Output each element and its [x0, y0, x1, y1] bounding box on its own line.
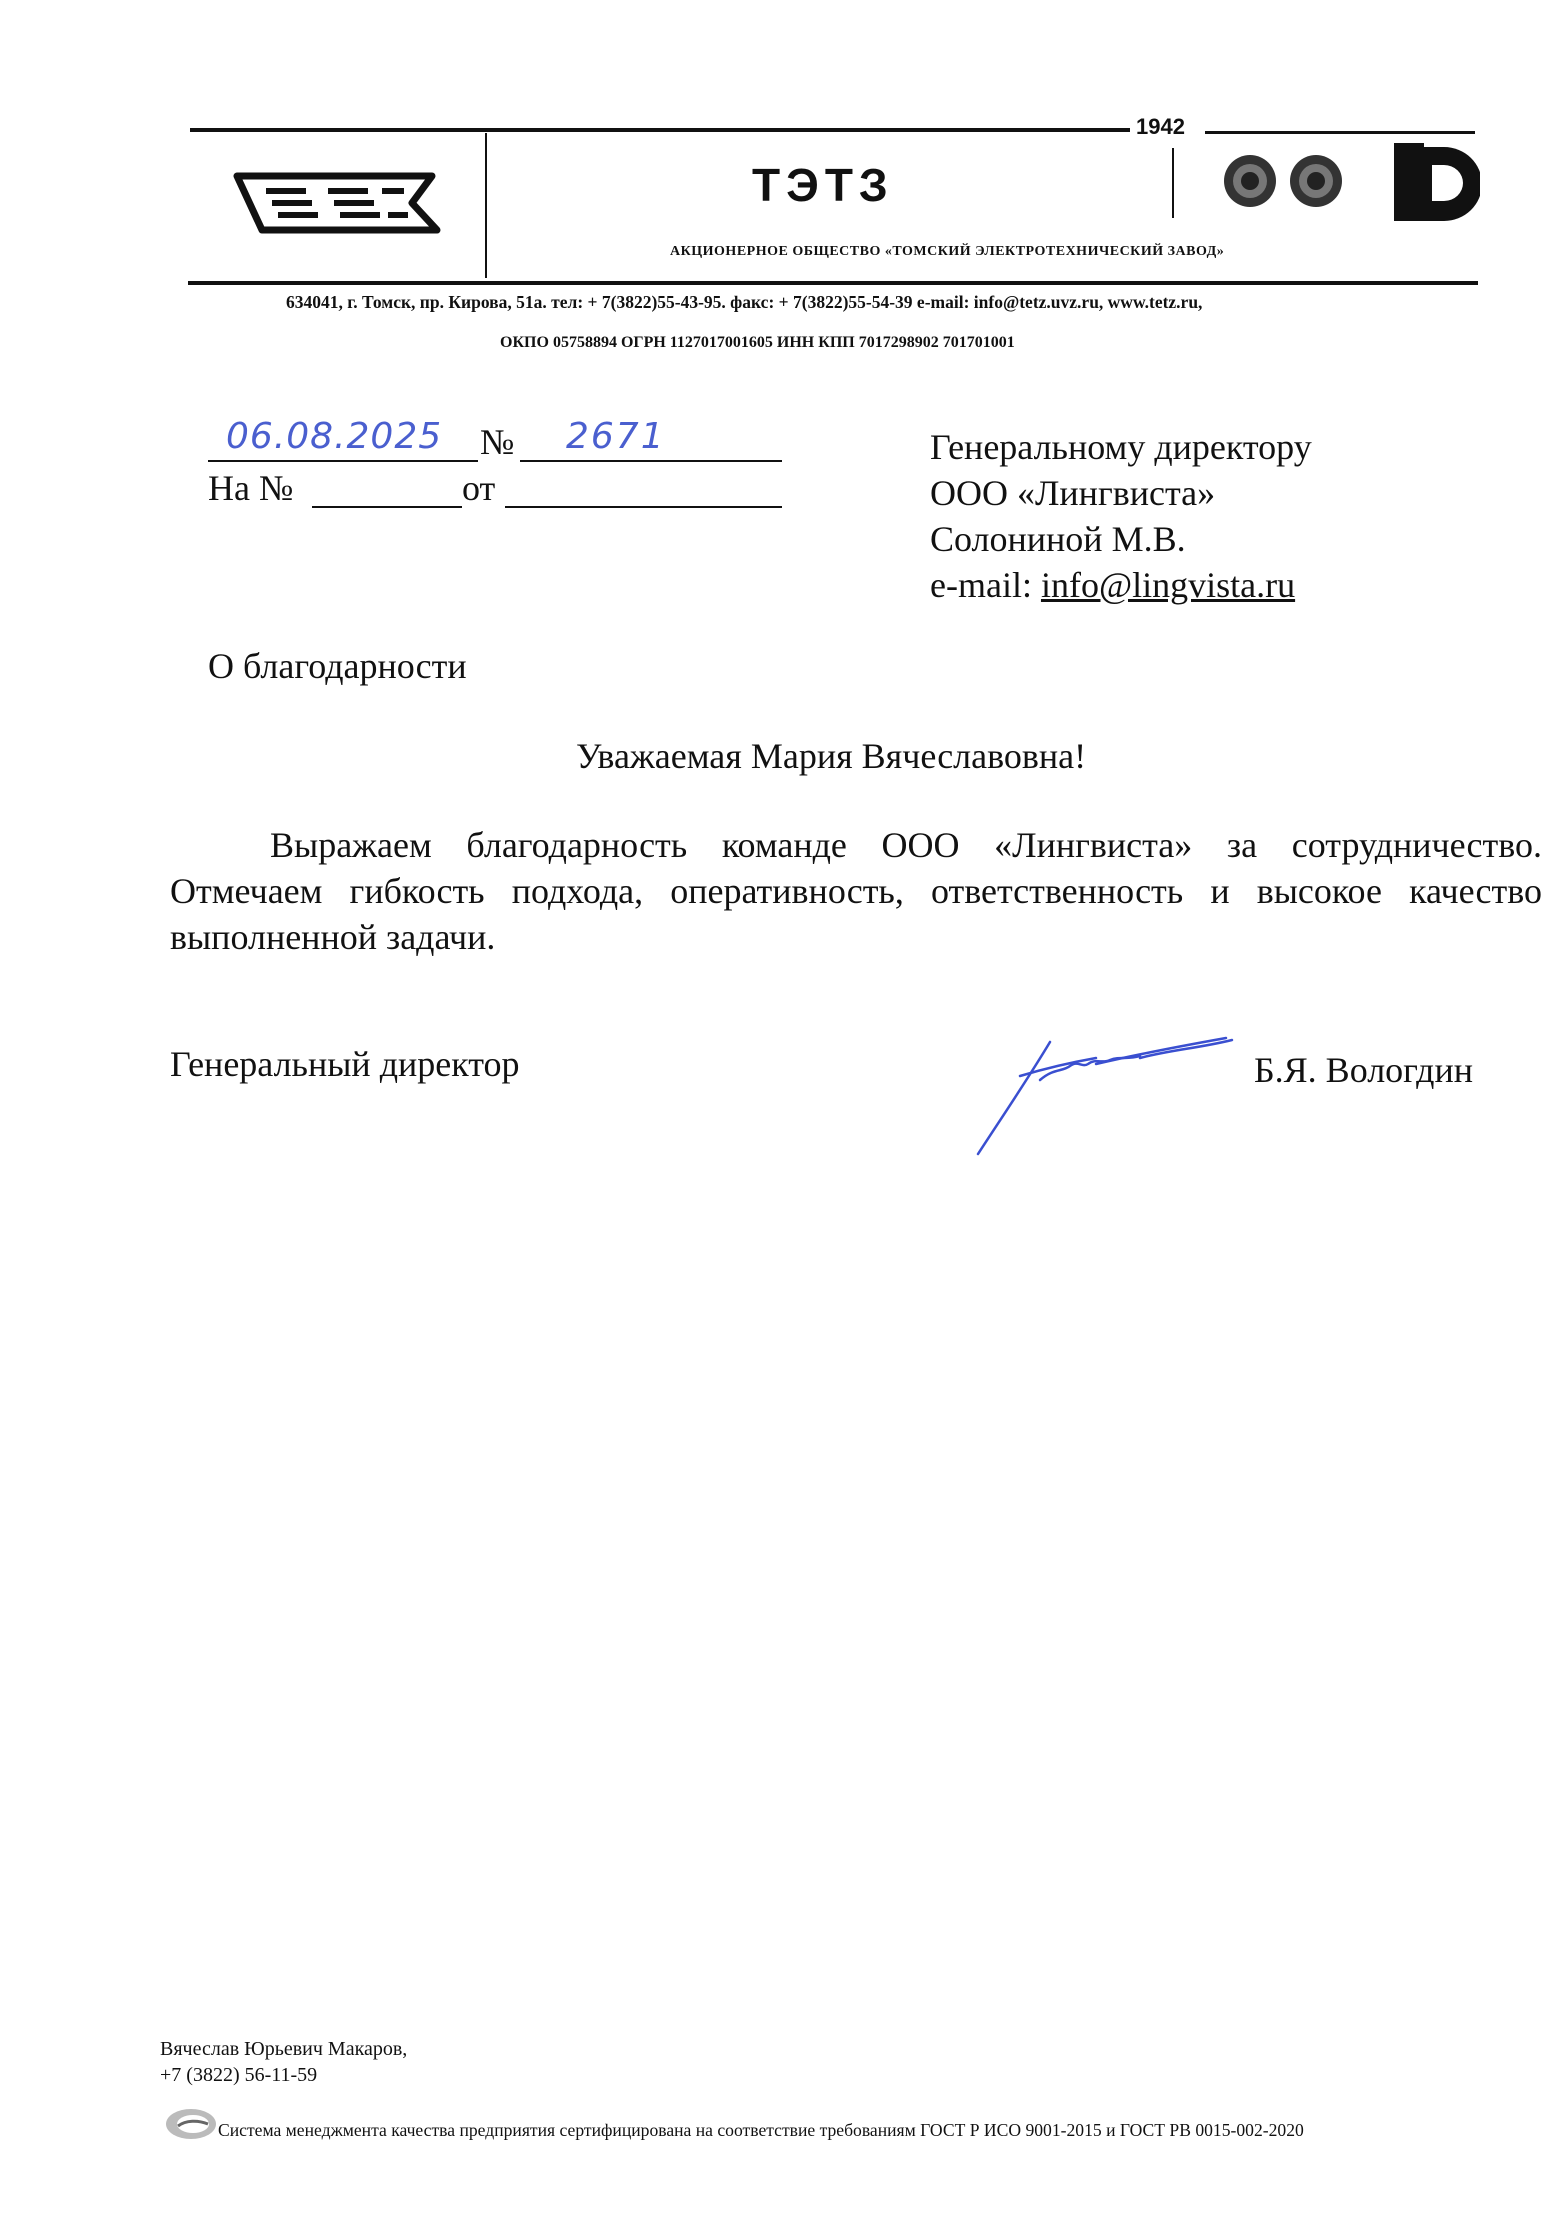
date-blank: [208, 460, 478, 462]
contact-block: [160, 2036, 407, 2088]
letter-body: Выражаем благодарность команде ООО «Лингвиста» за сотрудничество. Отмечаем гибкость подхода, оперативность, ответственность и высокое качество выполненной задачи.: [170, 825, 1542, 957]
number-blank: [520, 460, 782, 462]
email-label: e-mail:: [930, 565, 1041, 605]
ref-label: На №: [208, 468, 294, 508]
uvz-logo: [232, 168, 442, 238]
number-sign: №: [480, 422, 515, 462]
handwritten-signature: [970, 1030, 1240, 1160]
company-full-name: АКЦИОНЕРНОЕ ОБЩЕСТВО «ТОМСКИЙ ЭЛЕКТРОТЕХНИЧЕСКИЙ ЗАВОД»: [670, 244, 1225, 259]
signer-name: Б.Я. Вологдин: [1254, 1050, 1474, 1090]
letterhead-divider-right: [1172, 148, 1174, 218]
contact-phone: +7 (3822) 56-11-59: [160, 2064, 318, 2086]
certification-mark-icon: [164, 2106, 218, 2142]
lion-emblem-icon: [1222, 153, 1278, 209]
addressee-position: Генеральному директору: [930, 427, 1312, 467]
certification-text: Система менеджмента качества предприятия сертифицирована на соответствие требованиям ГОСТ Р ИСО 9001-2015 и ГОСТ РВ 0015-002-2020: [218, 2120, 1304, 2140]
letterhead-divider: [485, 133, 487, 278]
from-label: от: [462, 468, 496, 508]
company-codes: ОКПО 05758894 ОГРН 1127017001605 ИНН КПП 7017298902 701701001: [500, 334, 1015, 351]
email-link[interactable]: info@lingvista.ru: [1040, 565, 1296, 605]
letterhead-bottom-rule: [188, 281, 1478, 285]
salutation: Уважаемая Мария Вячеславовна!: [576, 736, 1087, 776]
ref-number-blank: [312, 506, 462, 508]
founding-year: 1942: [1136, 114, 1185, 139]
letterhead-top-rule-right: [1205, 131, 1475, 134]
addressee-block: [930, 424, 1312, 608]
subject-line: О благодарности: [208, 646, 467, 686]
lion-emblem-icon: [1288, 153, 1344, 209]
addressee-email-row: [930, 562, 1312, 608]
ref-date-blank: [505, 506, 782, 508]
letterhead-top-rule: [190, 128, 1130, 132]
addressee-company: ООО «Лингвиста»: [930, 473, 1216, 513]
addressee-name: Солониной М.В.: [930, 519, 1186, 559]
td-logo: [1394, 143, 1480, 223]
company-address: 634041, г. Томск, пр. Кирова, 51а. тел: + 7(3822)55-43-95. факс: + 7(3822)55-54-39 e-mail: info@tetz.uvz.ru, www.tetz.ru,: [286, 292, 1203, 312]
company-short-name: ТЭТЗ: [752, 159, 894, 211]
outgoing-date: 06.08.2025: [226, 416, 443, 457]
contact-name: Вячеслав Юрьевич Макаров,: [160, 2038, 408, 2060]
signer-position: Генеральный директор: [170, 1044, 520, 1084]
outgoing-number: 2671: [566, 416, 666, 457]
